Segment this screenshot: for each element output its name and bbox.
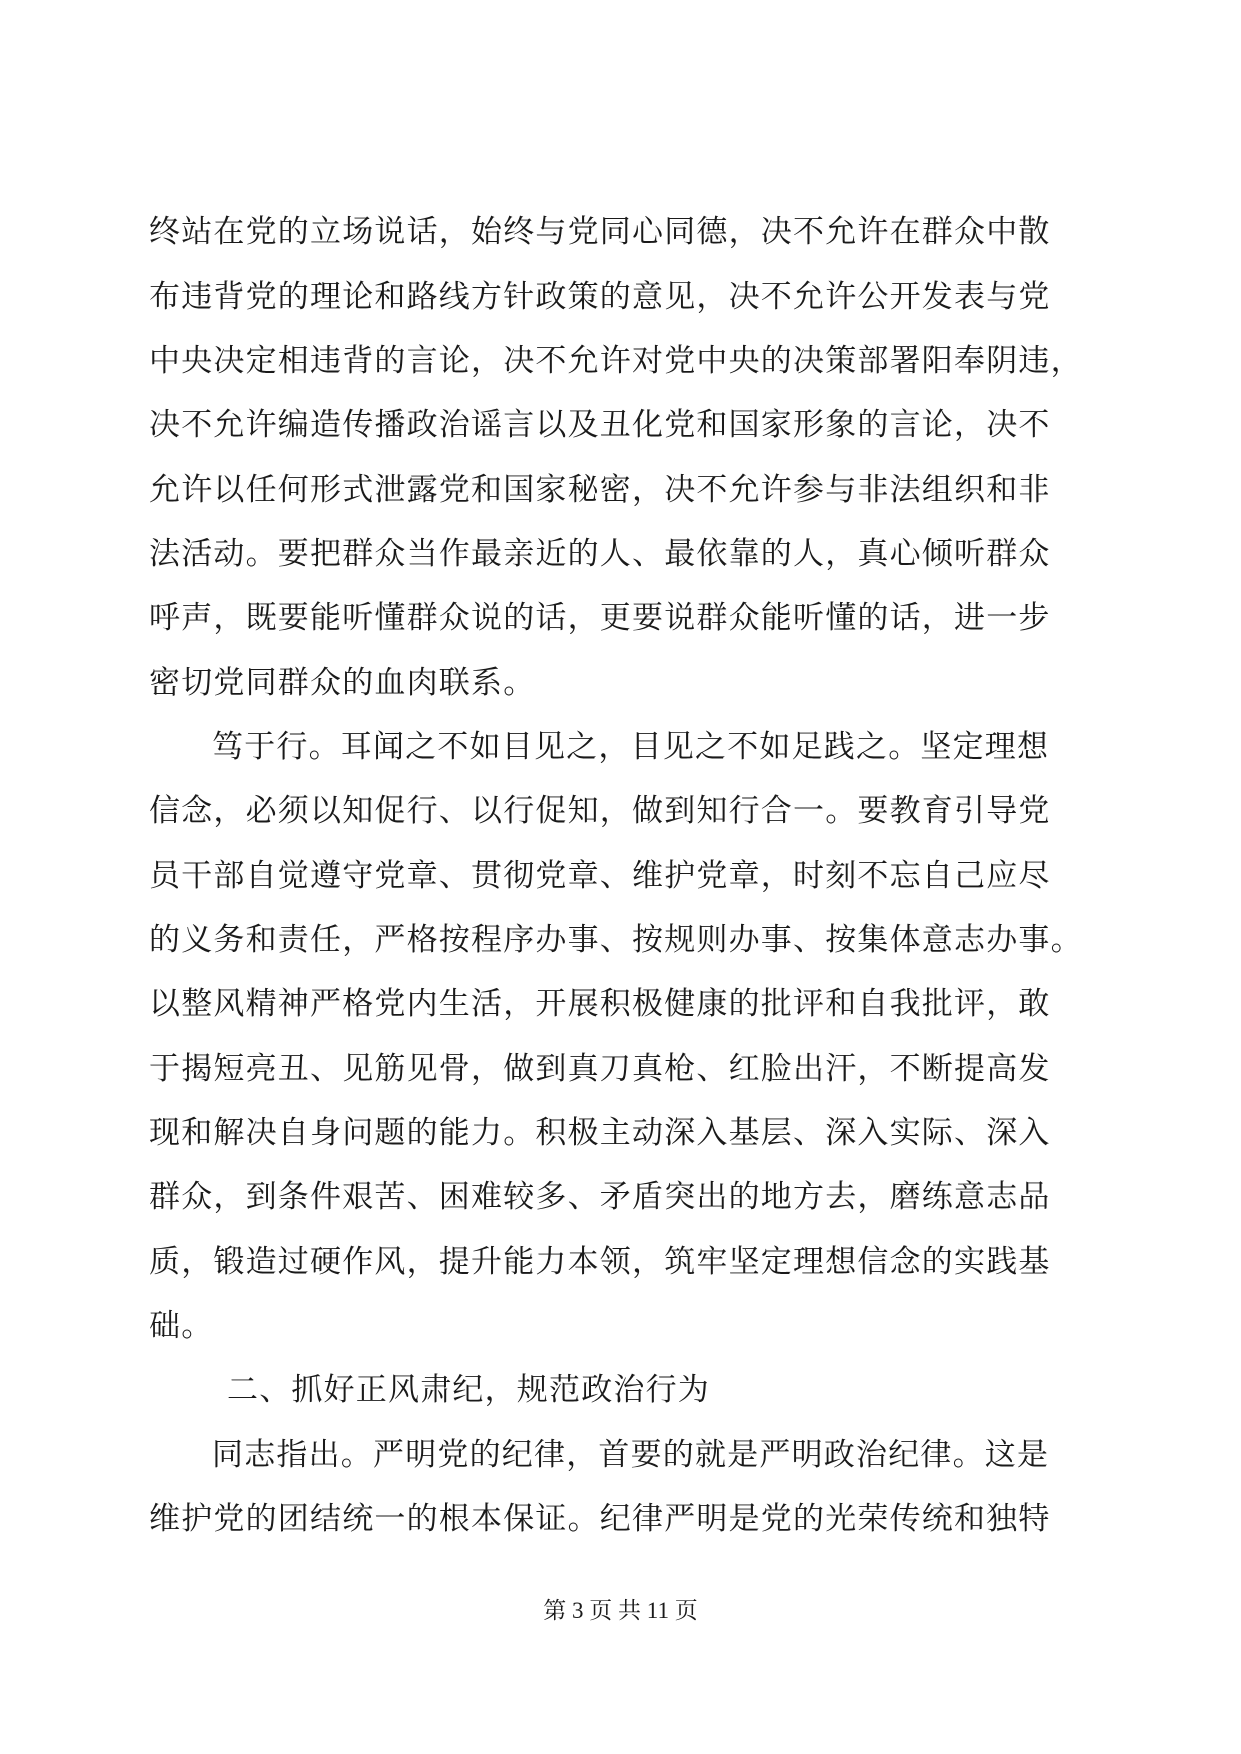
body-text-line: 同志指出。严明党的纪律，首要的就是严明政治纪律。这是 [212, 1437, 1050, 1473]
body-text-line: 布违背党的理论和路线方针政策的意见，决不允许公开发表与党 [149, 279, 1051, 315]
body-text-line: 法活动。要把群众当作最亲近的人、最依靠的人，真心倾听群众 [149, 536, 1051, 572]
body-text-line: 终站在党的立场说话，始终与党同心同德，决不允许在群众中散 [149, 214, 1051, 250]
body-text-line: 现和解决自身问题的能力。积极主动深入基层、深入实际、深入 [149, 1115, 1051, 1151]
body-text-line: 质，锻造过硬作风，提升能力本领，筑牢坚定理想信念的实践基 [149, 1244, 1051, 1280]
body-text-line: 笃于行。耳闻之不如目见之，目见之不如足践之。坚定理想 [212, 729, 1050, 765]
page-number-footer: 第 3 页 共 11 页 [543, 1598, 698, 1623]
body-text-line: 中央决定相违背的言论，决不允许对党中央的决策部署阳奉阴违， [149, 343, 1083, 379]
body-text-line: 维护党的团结统一的根本保证。纪律严明是党的光荣传统和独特 [149, 1501, 1051, 1537]
body-text-line: 呼声，既要能听懂群众说的话，更要说群众能听懂的话，进一步 [149, 600, 1051, 636]
body-text-line: 于揭短亮丑、见筋见骨，做到真刀真枪、红脸出汗，不断提高发 [149, 1051, 1051, 1087]
body-text-line: 员干部自觉遵守党章、贯彻党章、维护党章，时刻不忘自己应尽 [149, 858, 1051, 894]
section-heading: 二、抓好正风肃纪，规范政治行为 [227, 1372, 710, 1408]
body-text-line: 密切党同群众的血肉联系。 [149, 665, 536, 701]
body-text-line: 础。 [149, 1308, 214, 1344]
body-text-line: 决不允许编造传播政治谣言以及丑化党和国家形象的言论，决不 [149, 407, 1051, 443]
body-text-line: 的义务和责任，严格按程序办事、按规则办事、按集体意志办事。 [149, 922, 1083, 958]
body-text-line: 允许以任何形式泄露党和国家秘密，决不允许参与非法组织和非 [149, 472, 1051, 508]
body-text-line: 群众，到条件艰苦、困难较多、矛盾突出的地方去，磨练意志品 [149, 1179, 1051, 1215]
body-text-line: 以整风精神严格党内生活，开展积极健康的批评和自我批评，敢 [149, 986, 1051, 1022]
body-text-line: 信念，必须以知促行、以行促知，做到知行合一。要教育引导党 [149, 793, 1051, 829]
